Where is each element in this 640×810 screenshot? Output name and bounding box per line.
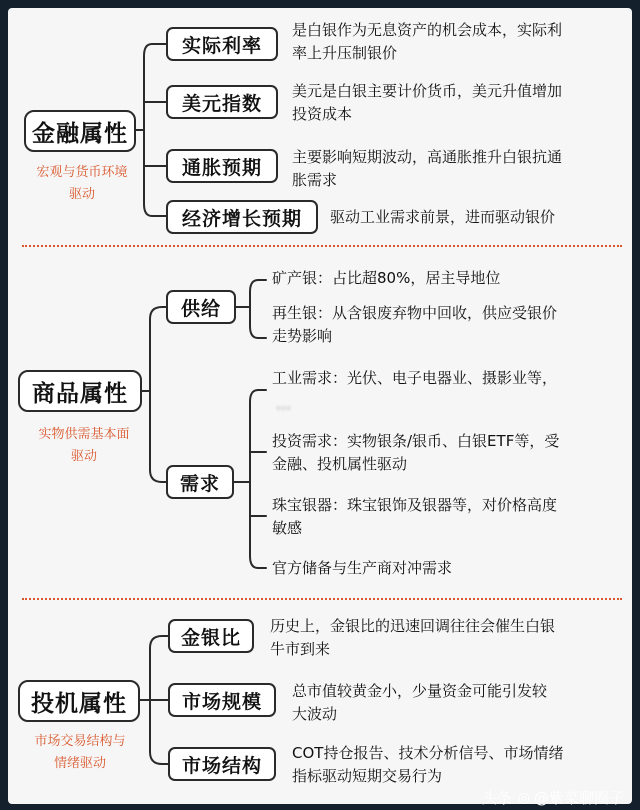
- connector-supply-trunk: [236, 280, 258, 338]
- section-subtitle-financial: [14, 162, 150, 206]
- camera-icon: ◎: [517, 789, 530, 806]
- subtitle-line: 驱动: [70, 449, 97, 464]
- section-title-commodity: 商品属性: [18, 370, 142, 412]
- desc-real-interest-rate: [292, 19, 562, 65]
- desc-gold-silver-ratio: [270, 615, 555, 661]
- node-demand: 需求: [166, 465, 234, 499]
- subtitle-line: 实物供需基本面: [38, 427, 130, 442]
- desc-line: 投资成本: [292, 105, 353, 123]
- desc-recycled-silver: [272, 302, 557, 348]
- desc-line: 历史上，金银比的迅速回调往往会催生白银: [270, 617, 556, 635]
- section-title-financial: 金融属性: [24, 110, 136, 152]
- desc-line: 金融、投机属性驱动: [272, 455, 408, 473]
- desc-line: 矿产银：占比超80%，居主导地位: [272, 269, 501, 287]
- node-market-structure: 市场结构: [168, 747, 276, 781]
- watermark-prefix: 头条: [481, 789, 512, 807]
- desc-line: COT持仓报告、技术分析信号、市场情绪: [292, 744, 564, 762]
- desc-jewelry-demand: [272, 494, 557, 540]
- desc-line: 胀需求: [292, 171, 338, 189]
- desc-line: 指标驱动短期交易行为: [292, 767, 443, 785]
- section-subtitle-speculative: [12, 731, 148, 775]
- desc-line: 大波动: [292, 705, 338, 723]
- node-gold-silver-ratio: 金银比: [168, 619, 254, 653]
- desc-line: 珠宝银器：珠宝银饰及银器等，对价格高度: [272, 496, 558, 514]
- desc-line: 驱动工业需求前景，进而驱动银价: [330, 208, 556, 226]
- node-supply: 供给: [166, 290, 236, 324]
- node-real-interest-rate: 实际利率: [166, 27, 278, 61]
- desc-line: 总市值较黄金小，少量资金可能引发较: [292, 682, 548, 700]
- desc-investment-demand: [272, 430, 559, 476]
- subtitle-line: 情绪驱动: [53, 756, 106, 771]
- desc-line: 敏感: [272, 519, 303, 537]
- watermark-handle: @紫菜聊圈子: [533, 789, 624, 807]
- desc-mine-silver: [272, 267, 500, 290]
- node-inflation-expectation: 通胀预期: [166, 149, 278, 183]
- node-market-size: 市场规模: [168, 683, 276, 717]
- desc-line: 工业需求：光伏、电子电器业、摄影业等，: [272, 369, 558, 387]
- desc-line: 率上升压制银价: [292, 44, 398, 62]
- desc-line: 主要影响短期波动，高通胀推升白银抗通: [292, 148, 563, 166]
- desc-line: 再生银：从含银废弃物中回收，供应受银价: [272, 304, 558, 322]
- desc-growth-expectation: [330, 206, 555, 229]
- desc-line: 官方储备与生产商对冲需求: [272, 559, 453, 577]
- section-subtitle-commodity: [14, 424, 154, 468]
- desc-inflation-expectation: [292, 146, 562, 192]
- desc-line: 是白银作为无息资产的机会成本，实际利: [292, 21, 563, 39]
- desc-industrial-demand: [272, 367, 557, 390]
- section-title-speculative: 投机属性: [18, 680, 140, 722]
- desc-line: 走势影响: [272, 327, 333, 345]
- subtitle-line: 驱动: [68, 187, 95, 202]
- desc-usd-index: [292, 80, 562, 126]
- connector-demand-trunk: [234, 390, 258, 568]
- desc-official-reserve: [272, 557, 452, 580]
- desc-line: 投资需求：实物银条/银币、白银ETF等，受: [272, 432, 560, 450]
- node-growth-expectation: 经济增长预期: [166, 200, 318, 234]
- desc-line: 美元是白银主要计价货币，美元升值增加: [292, 82, 563, 100]
- subtitle-line: 宏观与货币环境: [36, 165, 128, 180]
- desc-industrial-demand-obscured: …: [276, 395, 291, 413]
- desc-line: 牛市到来: [270, 640, 331, 658]
- desc-market-structure: [292, 742, 563, 788]
- section-divider: [22, 598, 622, 600]
- subtitle-line: 市场交易结构与: [34, 734, 126, 749]
- node-usd-index: 美元指数: [166, 85, 278, 119]
- section-divider: [22, 245, 622, 247]
- watermark: [482, 787, 624, 808]
- desc-market-size: [292, 680, 547, 726]
